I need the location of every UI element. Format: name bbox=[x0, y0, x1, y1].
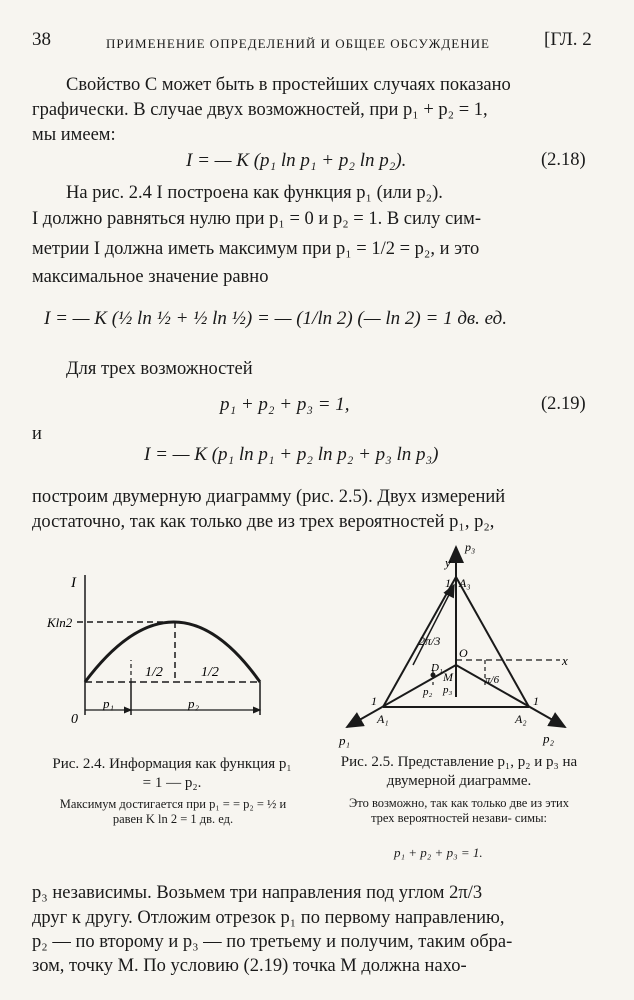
equation-maximum: I = — K (½ ln ½ + ½ ln ½) = — (1/ln 2) (— ln 2) = 1 дв. ед. bbox=[44, 308, 508, 329]
p2-inner-label: p₂ bbox=[423, 686, 433, 698]
y-axis-label: y bbox=[445, 555, 451, 570]
text-line: максимальное значение равно bbox=[32, 267, 269, 287]
chapter-label: [ГЛ. 2 bbox=[544, 29, 592, 50]
one-top-label: 1 bbox=[445, 576, 451, 590]
equation-three: I = — K (p₁ ln p₁ + p₂ ln p₂ + p₃ ln p₃) bbox=[144, 444, 439, 465]
x-axis-label: x bbox=[562, 653, 568, 668]
kln2-label: Kln2 bbox=[47, 615, 73, 630]
fig-2-5-caption: Рис. 2.5. Представление p₁, p₂ и p₃ на двумерной диаграмме. bbox=[340, 754, 578, 789]
text-line: графически. В случае двух возможностей, при p₁ + p₂ = 1, bbox=[32, 100, 488, 120]
text-line: метрии I должна иметь максимум при p₁ = 1/2 = p₂, и это bbox=[32, 239, 480, 259]
p3-axis-label: p₃ bbox=[465, 540, 476, 554]
a2-label: A₂ bbox=[515, 712, 527, 726]
d1-label: D₁ bbox=[431, 662, 443, 674]
running-title: ПРИМЕНЕНИЕ ОПРЕДЕЛЕНИЙ И ОБЩЕЕ ОБСУЖДЕНИЕ bbox=[106, 36, 490, 51]
text-line: p₂ — по второму и p₃ — по третьему и получим, таким обра- bbox=[32, 932, 513, 952]
text-line: I должно равняться нулю при p₁ = 0 и p₂ = 1. В силу сим- bbox=[32, 209, 481, 229]
p1-axis-label: p₁ bbox=[339, 733, 351, 748]
pi6-label: π/6 bbox=[485, 674, 500, 686]
text-line: Для трех возможностей bbox=[66, 359, 253, 379]
equation-2-19: p₁ + p₂ + p₃ = 1, bbox=[220, 394, 350, 415]
p3-inner-label: p₃ bbox=[443, 684, 453, 696]
text-line: На рис. 2.4 I построена как функция p₁ (или p₂). bbox=[66, 183, 443, 203]
m-label: M bbox=[443, 670, 453, 684]
one-right-label: 1 bbox=[533, 694, 539, 708]
fig-2-5-formula: p₁ + p₂ + p₃ = 1. bbox=[394, 845, 483, 860]
half-left-label: 1/2 bbox=[145, 665, 163, 680]
origin-label: 0 bbox=[71, 712, 78, 727]
one-left-label: 1 bbox=[371, 694, 377, 708]
equation-number: (2.19) bbox=[541, 394, 586, 414]
fig-2-5-note: Это возможно, так как только две из этих трех вероятностей незави- симы: bbox=[349, 796, 569, 825]
text-line: друг к другу. Отложим отрезок p₁ по первому направлению, bbox=[32, 908, 505, 928]
p1-label: p₁ bbox=[103, 696, 115, 711]
p2-label: p₂ bbox=[188, 696, 200, 711]
text-line: Свойство C может быть в простейших случаях показано bbox=[66, 75, 511, 95]
p2-axis-label: p₂ bbox=[543, 731, 555, 746]
triangle-side bbox=[456, 577, 529, 707]
origin-o-label: O bbox=[459, 646, 468, 660]
equation-2-18: I = — K (p₁ ln p₁ + p₂ ln p₂). bbox=[186, 150, 407, 171]
angle-label: 2π/3 bbox=[419, 634, 441, 648]
fig-2-4-caption: Рис. 2.4. Информация как функция p₁ = 1 — p₂. bbox=[52, 756, 292, 791]
figure-2-4 bbox=[47, 565, 280, 735]
half-right-label: 1/2 bbox=[201, 665, 219, 680]
information-curve bbox=[85, 622, 260, 682]
text-line: p₃ независимы. Возьмем три направления под углом 2π/3 bbox=[32, 883, 483, 903]
text-line: зом, точку M. По условию (2.19) точка M должна нахо- bbox=[32, 956, 467, 976]
text-line: построим двумерную диаграмму (рис. 2.5). Двух измерений bbox=[32, 487, 506, 507]
text-line: мы имеем: bbox=[32, 125, 116, 145]
angle-arrow bbox=[413, 585, 454, 665]
a1-label: A₁ bbox=[377, 712, 389, 726]
text-line: достаточно, так как только две из трех вероятностей p₁, p₂, bbox=[32, 512, 495, 532]
text-line: и bbox=[32, 424, 42, 444]
a3-label: A₃ bbox=[459, 576, 471, 590]
equation-number: (2.18) bbox=[541, 150, 586, 170]
fig-2-4-note: Максимум достигается при p₁ = = p₂ = ½ и равен K ln 2 = 1 дв. ед. bbox=[59, 797, 287, 826]
figure-2-5 bbox=[335, 537, 600, 747]
page-number: 38 bbox=[32, 29, 51, 50]
y-label: I bbox=[71, 575, 76, 591]
